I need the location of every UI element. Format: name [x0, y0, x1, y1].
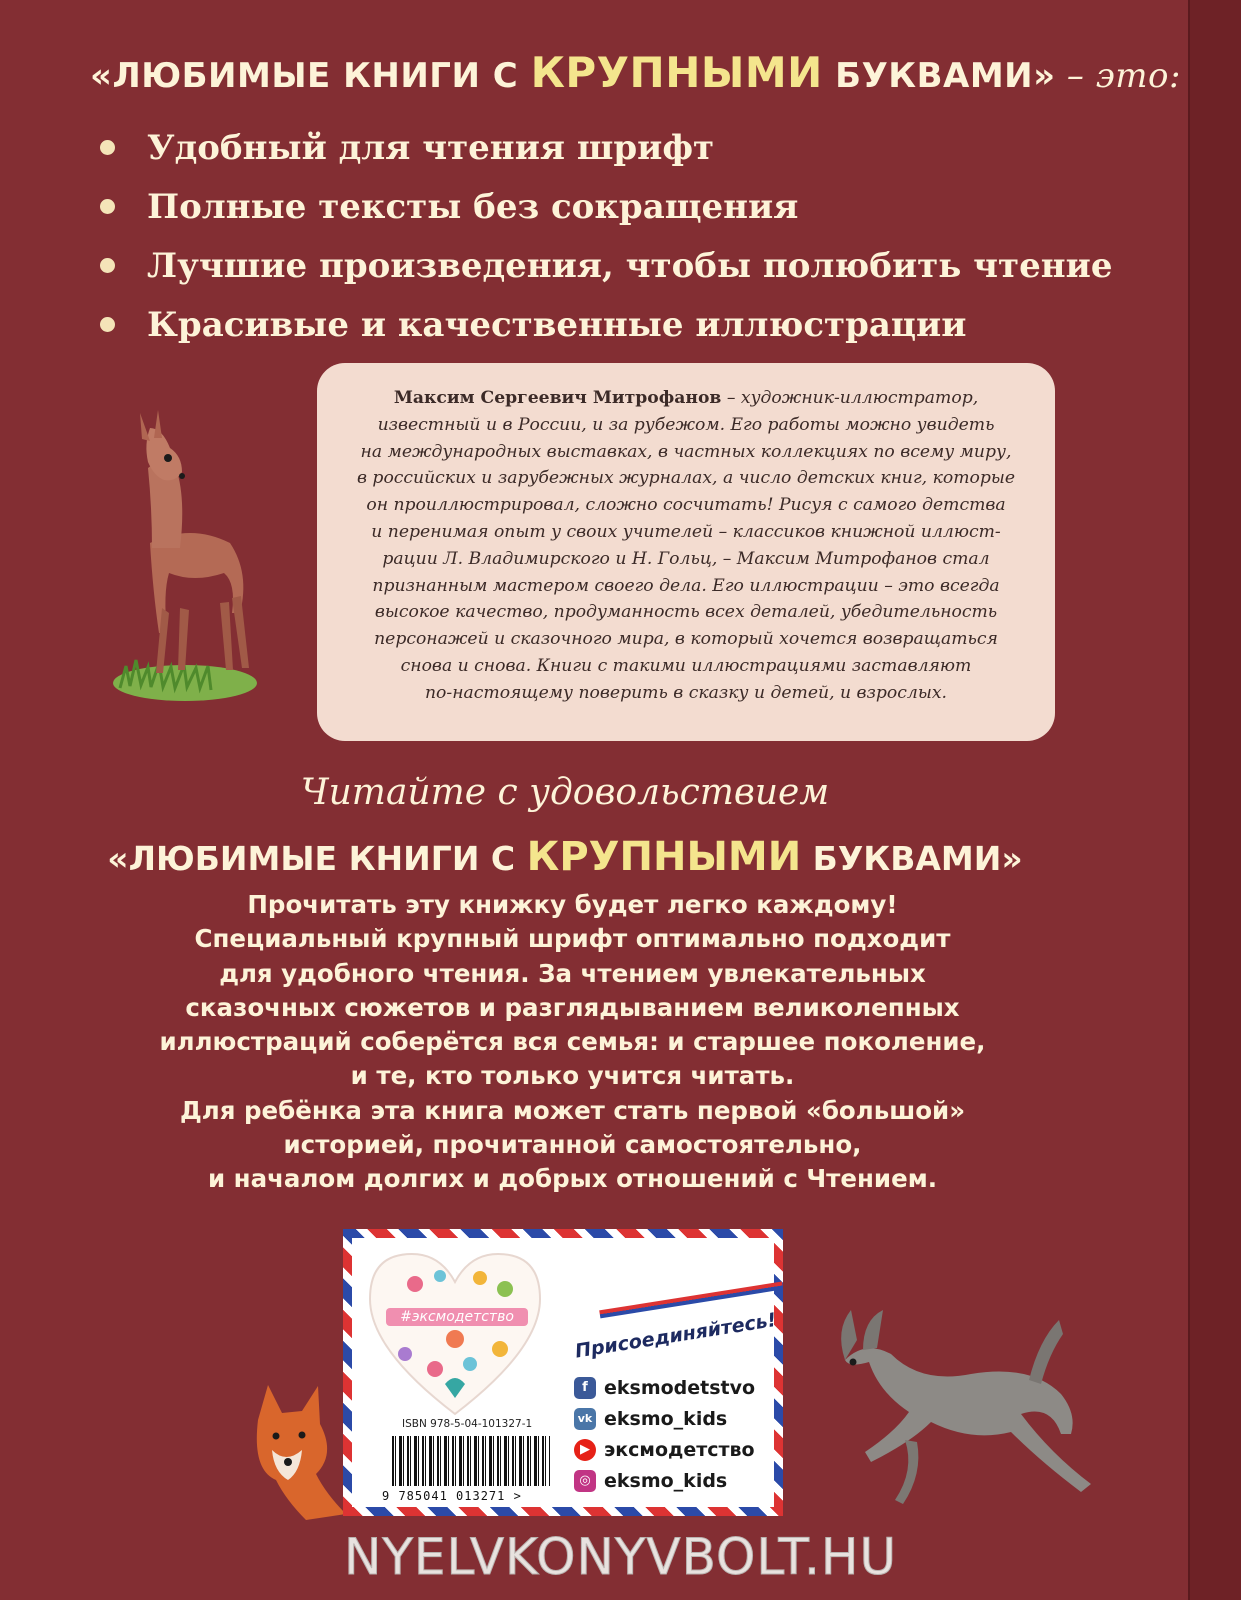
description-line: Специальный крупный шрифт оптимально подходит — [194, 924, 951, 954]
series-title-close: БУКВАМИ» — [822, 56, 1056, 96]
hashtag-label: #эксмодетство — [386, 1308, 528, 1326]
bullet-dot-icon — [100, 140, 115, 155]
feature-item: Лучшие произведения, чтобы полюбить чтение — [100, 236, 1112, 295]
bullet-dot-icon — [100, 258, 115, 273]
bio-line: известный и в России, и за рубежом. Его работы можно увидеть — [377, 414, 995, 435]
feature-list — [100, 118, 1112, 354]
description-paragraph — [0, 888, 1145, 1197]
social-row-youtube[interactable]: ▶ эксмодетство — [574, 1434, 755, 1465]
cover-spine — [1188, 0, 1241, 1600]
social-row-facebook[interactable]: f eksmodetstvo — [574, 1372, 755, 1403]
isbn-number: ISBN 978-5-04-101327-1 — [402, 1418, 533, 1430]
fox-illustration — [238, 1380, 348, 1520]
youtube-icon: ▶ — [574, 1439, 596, 1461]
vk-icon: vk — [574, 1408, 596, 1430]
series-title-open: «ЛЮБИМЫЕ КНИГИ С — [90, 56, 531, 96]
series-title-highlight: КРУПНЫМИ — [530, 48, 823, 97]
description-line: историей, прочитанной самостоятельно, — [283, 1130, 862, 1160]
description-line: и началом долгих и добрых отношений с Чтением. — [207, 1164, 938, 1194]
watermark: NYELVKONYVBOLT.HU — [343, 1528, 898, 1586]
feature-item: Красивые и качественные иллюстрации — [100, 295, 1112, 354]
bullet-dot-icon — [100, 199, 115, 214]
social-row-instagram[interactable]: ◎ eksmo_kids — [574, 1465, 755, 1496]
description-line: Прочитать эту книжку будет легко каждому! — [247, 890, 898, 919]
social-links — [574, 1372, 755, 1496]
bio-line: он проиллюстрировал, сложно сосчитать! Рисуя с самого детства — [366, 495, 1006, 516]
bio-line: по-настоящему поверить в сказку и детей, и взрослых. — [424, 682, 947, 703]
bio-line: на международных выставках, в частных коллекциях по всему миру, — [360, 441, 1012, 462]
bio-line: рации Л. Владимирского и Н. Гольц, – Максим Митрофанов стал — [382, 548, 990, 569]
social-row-vk[interactable]: vk eksmo_kids — [574, 1403, 755, 1434]
barcode-digits: 9 785041 013271 > — [382, 1489, 522, 1503]
series-title — [90, 48, 1181, 97]
fawn-illustration — [110, 408, 270, 708]
feature-item: Удобный для чтения шрифт — [100, 118, 1112, 177]
read-with-pleasure: Читайте с удовольствием — [300, 772, 830, 813]
feature-item: Полные тексты без сокращения — [100, 177, 1112, 236]
join-banner — [570, 1281, 790, 1362]
bio-line: персонажей и сказочного мира, в который хочется возвращаться — [374, 629, 998, 650]
series-title-highlight: КРУПНЫМИ — [526, 834, 802, 880]
bio-line: высокое качество, продуманность всех деталей, убедительность — [374, 602, 998, 623]
bio-line: в российских и зарубежных журналах, а число детских книг, которые — [356, 468, 1016, 489]
join-text: Присоединяйтесь! — [573, 1309, 778, 1363]
bio-line: признанным мастером своего дела. Его иллюстрации – это всегда — [372, 575, 1000, 596]
series-title-tail: – это: — [1055, 56, 1181, 96]
description-line: и те, кто только учится читать. — [350, 1061, 795, 1091]
illustrator-bio: Максим Сергеевич Митрофанов – художник-иллюстратор, известный и в России, и за рубежом. Его работы можно увидеть на международных выставках, в частных коллекциях по всему миру, в российских и зарубежных журналах, а число детских книг, которые он проиллюстрировал, сложно сосчитать! Рисуя с самого детства и перенимая опыт у своих учителей – классиков книжной иллюст- рации Л. Владимирского и Н. Гольц, – Максим Митрофанов стал признанным мастером своего дела. Его иллюстрации – это всегда высокое качество, продуманность всех деталей, убедительность персонажей и сказочного мира, в который хочется возвращаться снова и снова. Книги с такими иллюстрациями заставляют по-настоящему поверить в сказку и детей, и взрослых. — [317, 363, 1055, 741]
illustrator-name: Максим Сергеевич Митрофанов — [393, 388, 722, 408]
description-line: для удобного чтения. За чтением увлекательных — [219, 958, 926, 988]
description-line: сказочных сюжетов и разглядыванием великолепных — [185, 992, 960, 1022]
leaping-deer-illustration — [815, 1300, 1095, 1515]
barcode — [392, 1436, 550, 1486]
publisher-sticker — [343, 1229, 783, 1516]
heart-logo-icon — [360, 1244, 550, 1424]
bio-line: и перенимая опыт у своих учителей – классиков книжной иллюст- — [371, 521, 1001, 542]
series-title-secondary: «ЛЮБИМЫЕ КНИГИ С КРУПНЫМИ БУКВАМИ» — [107, 834, 1023, 880]
facebook-icon: f — [574, 1377, 596, 1399]
description-line: Для ребёнка эта книга может стать первой «большой» — [179, 1095, 966, 1125]
instagram-icon: ◎ — [574, 1470, 596, 1492]
bio-line: снова и снова. Книги с такими иллюстрациями заставляют — [400, 655, 972, 676]
bullet-dot-icon — [100, 317, 115, 332]
description-line: иллюстраций соберётся вся семья: и старшее поколение, — [159, 1027, 986, 1057]
